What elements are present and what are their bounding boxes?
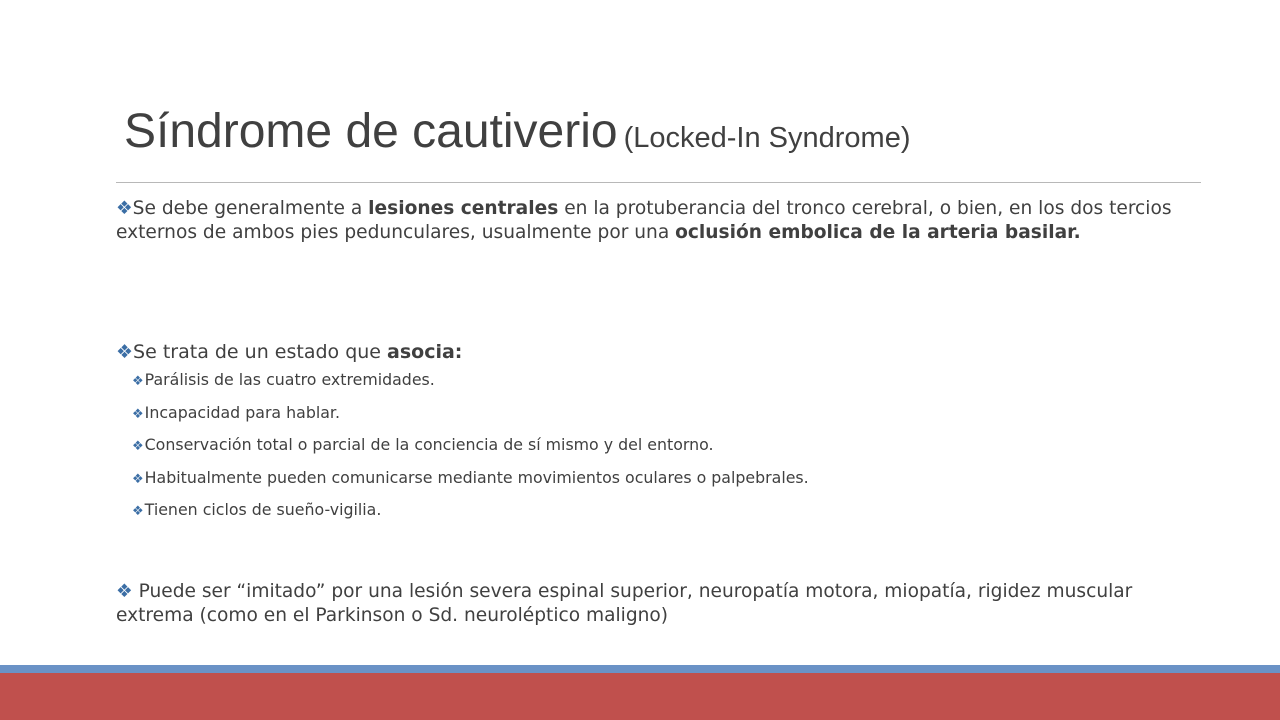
list-item-text: Parálisis de las cuatro extremidades.: [144, 370, 435, 389]
list-item: [132, 500, 809, 522]
list-item: [132, 468, 809, 490]
diamond-bullet-icon: ❖: [116, 198, 133, 219]
slide-title: [124, 102, 911, 168]
bullet-text: Se debe generalmente a: [132, 198, 369, 219]
bullet-bold-text: lesiones centrales: [368, 198, 559, 219]
list-item: [132, 435, 809, 457]
title-main: Síndrome de cautiverio: [124, 105, 618, 158]
diamond-bullet-icon: ❖: [132, 471, 144, 487]
bullet-text: Puede ser “imitado” por una lesión severa espinal superior, neuropatía motora, miopatía, rigidez muscular extrema (como en el Parkinson o Sd. neuroléptico maligno): [116, 581, 1133, 626]
diamond-bullet-icon: ❖: [116, 581, 133, 602]
list-item: [132, 370, 809, 392]
diamond-bullet-icon: ❖: [132, 504, 144, 519]
list-item: [132, 403, 809, 425]
bullet-text: Se trata de un estado que: [133, 341, 388, 363]
footer-band-blue: [0, 665, 1280, 673]
bullet-bold-text: oclusión embolica de la arteria basilar.: [675, 222, 1081, 243]
bullet-cause: [116, 197, 1206, 245]
list-item-text: Habitualmente pueden comunicarse mediante movimientos oculares o palpebrales.: [144, 467, 809, 487]
bullet-text: en la protuberancia del tronco cerebral, o bien, en los dos tercios externos de ambos pies pedunculares, usualmente por una: [116, 198, 1172, 243]
sub-bullet-list: [132, 370, 809, 533]
diamond-bullet-icon: ❖: [132, 374, 144, 389]
bullet-associations: [116, 340, 462, 364]
title-divider: [116, 182, 1201, 183]
title-subtitle: (Locked-In Syndrome): [623, 122, 911, 154]
list-item-text: Conservación total o parcial de la conciencia de sí mismo y del entorno.: [144, 435, 714, 454]
list-item-text: Tienen ciclos de sueño-vigilia.: [144, 500, 382, 519]
footer-band-red: [0, 673, 1280, 720]
diamond-bullet-icon: ❖: [132, 439, 144, 454]
list-item-text: Incapacidad para hablar.: [144, 402, 340, 422]
bullet-bold-text: asocia:: [387, 341, 463, 363]
diamond-bullet-icon: ❖: [132, 406, 144, 422]
diamond-bullet-icon: ❖: [116, 341, 134, 363]
bullet-mimics: [116, 580, 1206, 628]
